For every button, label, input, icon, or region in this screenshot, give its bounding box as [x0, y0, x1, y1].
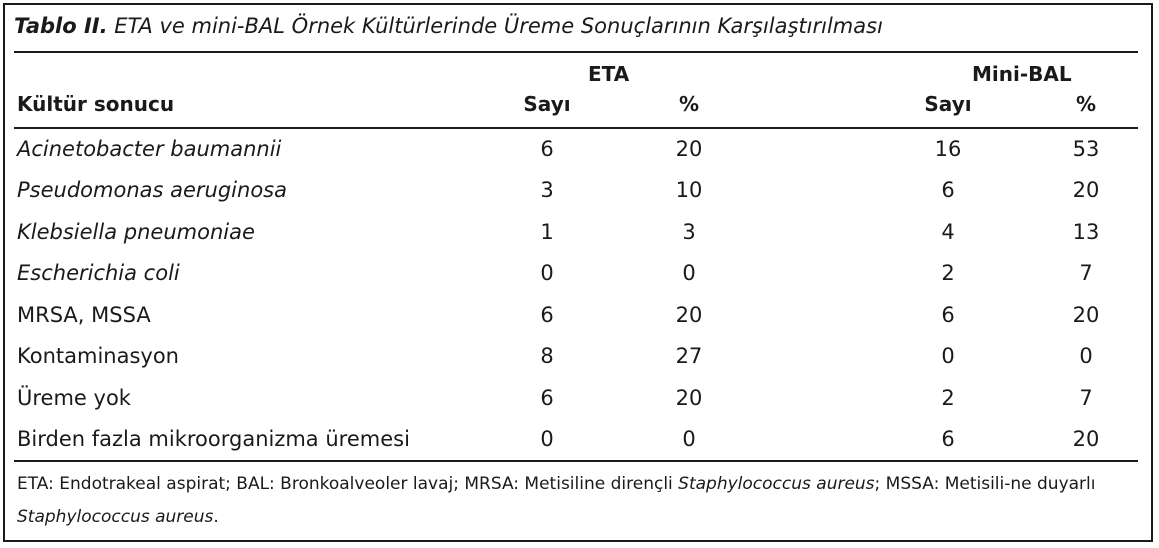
row-label-header: Kültür sonucu [17, 92, 175, 116]
eta-count: 8 [540, 344, 554, 368]
eta-percent: 0 [682, 427, 696, 451]
minibal-count: 2 [941, 386, 955, 410]
caption-title: ETA ve mini-BAL Örnek Kültürlerinde Üreme Sonuçlarının Karşılaştırılması [114, 14, 883, 38]
bottom-rule [14, 460, 1138, 462]
eta-percent: 10 [675, 178, 703, 202]
culture-name: Acinetobacter baumannii [17, 137, 282, 161]
culture-name: Escherichia coli [17, 261, 180, 285]
footnote-text-3: . [213, 507, 219, 527]
group-header-minibal: Mini-BAL [972, 62, 1072, 86]
top-rule [14, 51, 1138, 53]
header-rule [14, 127, 1138, 129]
minibal-percent: 0 [1079, 344, 1093, 368]
eta-count: 1 [540, 220, 554, 244]
eta-count: 6 [540, 137, 554, 161]
minibal-count: 0 [941, 344, 955, 368]
culture-name: Kontaminasyon [17, 344, 179, 368]
eta-count: 3 [540, 178, 554, 202]
minibal-count: 6 [941, 303, 955, 327]
eta-count: 0 [540, 427, 554, 451]
eta-percent: 20 [675, 386, 703, 410]
eta-count: 0 [540, 261, 554, 285]
eta-percent: 3 [682, 220, 696, 244]
eta-count: 6 [540, 386, 554, 410]
footnote-text-1: ETA: Endotrakeal aspirat; BAL: Bronkoalveoler lavaj; MRSA: Metisiline dirençli [17, 474, 679, 494]
group-header-eta: ETA [588, 62, 630, 86]
minibal-percent: 7 [1079, 261, 1093, 285]
eta-count-header: Sayı [523, 92, 571, 116]
eta-percent-header: % [678, 92, 700, 116]
footnote-species-2: Staphylococcus aureus [17, 507, 214, 527]
table-caption [14, 14, 883, 38]
table-footnote [17, 468, 1139, 534]
minibal-percent: 13 [1072, 220, 1100, 244]
culture-name: MRSA, MSSA [17, 303, 151, 327]
minibal-percent: 20 [1072, 178, 1100, 202]
eta-percent: 20 [675, 137, 703, 161]
minibal-percent-header: % [1075, 92, 1097, 116]
footnote-text-2: ; MSSA: Metisili-ne duyarlı [874, 474, 1096, 494]
culture-name: Üreme yok [17, 386, 131, 410]
minibal-percent: 53 [1072, 137, 1100, 161]
eta-count: 6 [540, 303, 554, 327]
minibal-percent: 20 [1072, 427, 1100, 451]
footnote-species-1: Staphylococcus aureus [678, 474, 875, 494]
caption-label: Tablo II. [14, 14, 108, 38]
eta-percent: 27 [675, 344, 703, 368]
culture-name: Birden fazla mikroorganizma üremesi [17, 427, 410, 451]
minibal-count: 16 [934, 137, 962, 161]
minibal-count: 2 [941, 261, 955, 285]
culture-name: Klebsiella pneumoniae [17, 220, 255, 244]
minibal-percent: 20 [1072, 303, 1100, 327]
minibal-count: 6 [941, 427, 955, 451]
minibal-count-header: Sayı [924, 92, 972, 116]
eta-percent: 0 [682, 261, 696, 285]
minibal-percent: 7 [1079, 386, 1093, 410]
eta-percent: 20 [675, 303, 703, 327]
culture-name: Pseudomonas aeruginosa [17, 178, 287, 202]
minibal-count: 6 [941, 178, 955, 202]
minibal-count: 4 [941, 220, 955, 244]
